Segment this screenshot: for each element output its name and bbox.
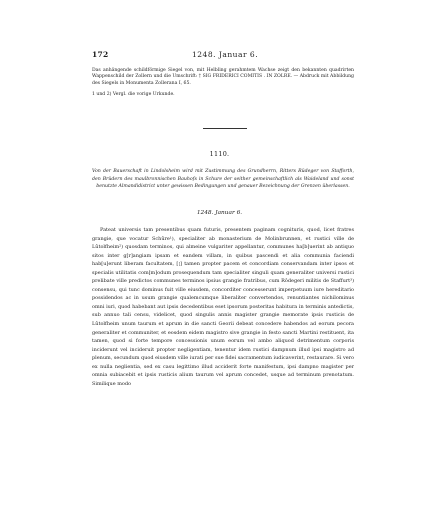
page-header — [92, 50, 352, 62]
document-body — [92, 226, 354, 388]
page-number: 172 — [92, 50, 109, 59]
body-paragraph: Pateat universis tam presentibus quam futuris, presentem paginam cognituris, quod, licet fratres grangie, que vocatur Schůre¹), specialiter ab monasterium de Molinbrunnen, et rustici ville de Lůtolfheim²) quosdam terminos, qui almeine vulgariter appellantur, communes ha[b]uerint ab antiquo sitos inter g[r]angiam ipsam et eandem villam, in quibus pascendi et alia communia faciendi hab[u]erunt liberam facultatem, [¦] tamen propter pacem et concordiam conservandam inter ipsos et specialis utilitatis com[m]odum prosequendum tam specialiter singuli quam generaliter universi rustici prelibate ville predictos communes terminos ipsius grangie fratribus, cum Rǒdegeri militis de Staffurt³) consensu, qui tunc dominus fuit ville eiusdem, concorditer concesserunt imperpetuum iure hereditario possidendos ac in usum grangie qualemcumque liberaliter convertendos, renuntiantes nichilominus omni iuri, quod habebant aut ipsis decedentibus eset ipsorum posteritas habitura in terminis antedictis, sub annuo tali censu, videlicet, quod singulis annis magister grangie memorate ipsis rusticis de Lůtolfheim unum taurum et aprum in die sancti Georii debeat concedere habendos ad eorum pecora generaliter et communiter, et eosdem eidem magistro sive grangie in festo sancti Martini restituent, ita tamen, quod si forte tempore concessionis unum eorum vel ambo aliquod detrimentum corporis inciderunt vel incideruit propter negligentiam, tenentur idem rustici dampnum illud ipsi magistro ad plenum, secundum quod eiusdem ville iurati per sue fidei sacramentum iudicaverint, restaurare. Si vero ex nulla neglientia, sed ex casu legittimo illud acciderit forte manifestum, ipsi dampno magister per omnia subiacebit et ipsis rusticis alium taurum vel aprum concedet, usque ad terminum prenotatum. Similique modo — [92, 227, 354, 387]
footnote-seal: Das anhängende schildförmige Siegel von, mit Helbling gerahmtem Wachse zeigt den bekannten quadrirten Wappenschild der Zollern und die Umschrift: † SIG FRIDERICI COMITIS . IN ZOLRE. — Abdruck mit Abbildung des Siegels in Monumenta Zollerana I, 65. — [92, 68, 354, 86]
section-divider — [203, 128, 247, 129]
document-number: 1110. — [209, 150, 230, 158]
running-head: 1248. Januar 6. — [192, 50, 259, 59]
previous-document-footnotes — [92, 68, 354, 99]
document-regest: Von der Bauerschaft in Lindolsheim wird mit Zustimmung des Grundherrn, Ritters Rüdeger von Stafforth, den Brüdern des maulbronnischen Bauhofs in Schure der seither gemeinschaftlich als Waideland und sonst benutzte Almandidistrict unter gewissen Bedingungen und genauer Bezeichnung der Grenzen überlassen. — [92, 169, 354, 190]
footnote-reference: 1 und 2) Vergl. die vorige Urkunde. — [92, 92, 175, 98]
document-date: 1248. Januar 6. — [196, 210, 243, 216]
